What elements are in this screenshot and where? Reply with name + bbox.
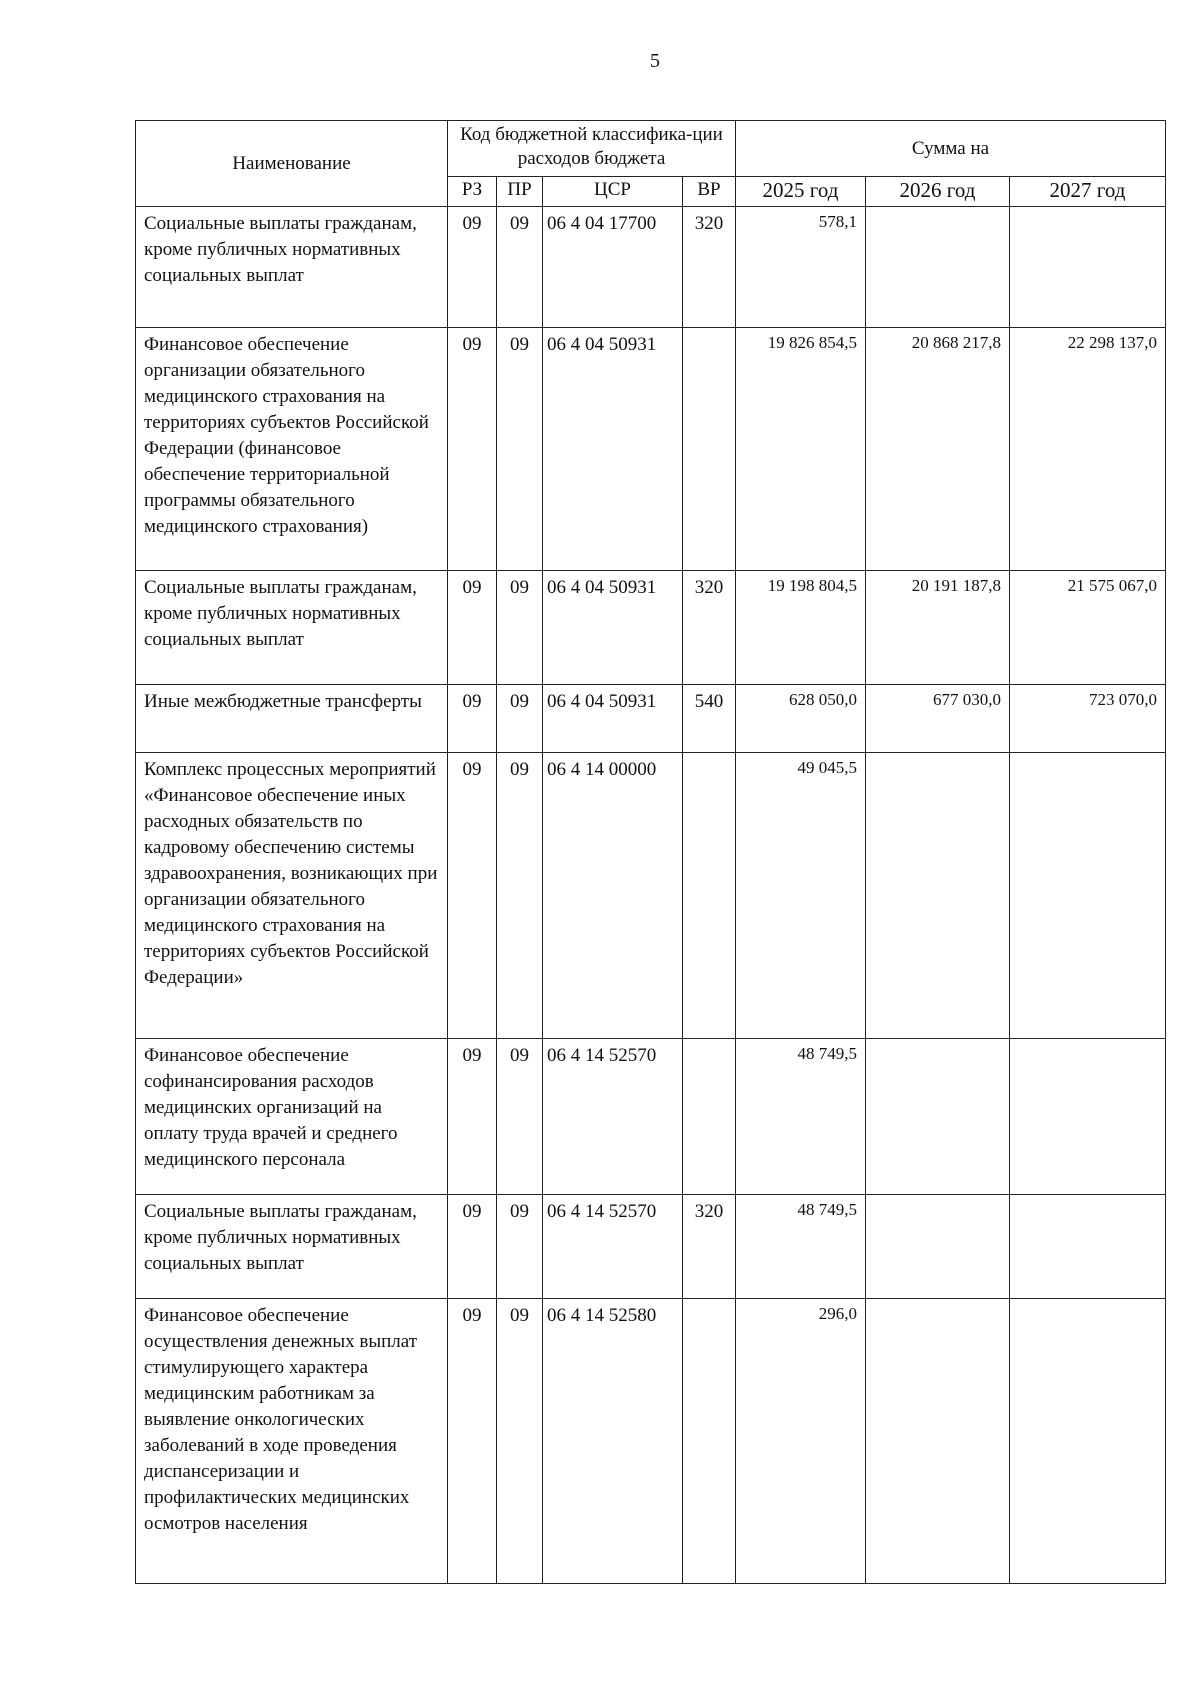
header-year-2025: 2025 год [736,177,866,207]
row-pr: 09 [497,685,543,753]
header-sum-group: Сумма на [736,121,1166,177]
row-name: Социальные выплаты гражданам, кроме публичных нормативных социальных выплат [136,571,448,685]
row-csr: 06 4 14 00000 [543,753,683,1039]
header-csr: ЦСР [543,177,683,207]
header-code-group: Код бюджетной классифика-ции расходов бюджета [448,121,736,177]
row-amount-2026 [866,1195,1010,1299]
row-amount-2025: 19 826 854,5 [736,328,866,571]
row-name: Социальные выплаты гражданам, кроме публичных нормативных социальных выплат [136,1195,448,1299]
row-csr: 06 4 04 50931 [543,571,683,685]
row-amount-2026: 20 868 217,8 [866,328,1010,571]
header-rz: РЗ [448,177,497,207]
row-pr: 09 [497,753,543,1039]
table-row [136,207,1166,328]
row-csr: 06 4 04 17700 [543,207,683,328]
row-rz: 09 [448,685,497,753]
row-vr [683,753,736,1039]
table-row [136,328,1166,571]
header-vr: ВР [683,177,736,207]
row-amount-2026: 20 191 187,8 [866,571,1010,685]
row-rz: 09 [448,1039,497,1195]
budget-table [135,120,1166,1584]
row-pr: 09 [497,328,543,571]
row-amount-2027: 22 298 137,0 [1010,328,1166,571]
row-vr: 320 [683,571,736,685]
table-row [136,1195,1166,1299]
table-header [136,121,1166,207]
page-number: 5 [650,50,660,72]
row-pr: 09 [497,1195,543,1299]
row-name: Иные межбюджетные трансферты [136,685,448,753]
row-vr [683,328,736,571]
row-rz: 09 [448,753,497,1039]
row-amount-2026 [866,1039,1010,1195]
row-vr [683,1299,736,1584]
header-pr: ПР [497,177,543,207]
header-year-2027: 2027 год [1010,177,1166,207]
row-csr: 06 4 04 50931 [543,685,683,753]
row-amount-2026 [866,1299,1010,1584]
table-row [136,1299,1166,1584]
table-row [136,1039,1166,1195]
row-rz: 09 [448,207,497,328]
row-amount-2027 [1010,207,1166,328]
row-pr: 09 [497,207,543,328]
row-amount-2025: 578,1 [736,207,866,328]
row-amount-2026 [866,753,1010,1039]
row-pr: 09 [497,571,543,685]
row-amount-2027 [1010,753,1166,1039]
row-amount-2025: 48 749,5 [736,1039,866,1195]
row-amount-2025: 296,0 [736,1299,866,1584]
row-pr: 09 [497,1039,543,1195]
table-body [136,207,1166,1584]
row-vr [683,1039,736,1195]
row-amount-2027 [1010,1195,1166,1299]
row-amount-2027: 723 070,0 [1010,685,1166,753]
row-pr: 09 [497,1299,543,1584]
table-row [136,685,1166,753]
row-name: Социальные выплаты гражданам, кроме публичных нормативных социальных выплат [136,207,448,328]
row-name: Финансовое обеспечение организации обязательного медицинского страхования на территориях субъектов Российской Федерации (финансовое обеспечение территориальной программы обязательного медицинского страхования) [136,328,448,571]
row-amount-2025: 48 749,5 [736,1195,866,1299]
row-amount-2026: 677 030,0 [866,685,1010,753]
row-vr: 320 [683,207,736,328]
row-amount-2025: 19 198 804,5 [736,571,866,685]
row-name: Комплекс процессных мероприятий «Финансовое обеспечение иных расходных обязательств по кадровому обеспечению системы здравоохранения, возникающих при организации обязательного медицинского страхования на территориях субъектов Российской Федерации» [136,753,448,1039]
header-name: Наименование [136,121,448,207]
row-vr: 540 [683,685,736,753]
row-csr: 06 4 04 50931 [543,328,683,571]
row-vr: 320 [683,1195,736,1299]
row-rz: 09 [448,571,497,685]
row-amount-2027 [1010,1299,1166,1584]
table-row [136,571,1166,685]
row-rz: 09 [448,328,497,571]
table-row [136,753,1166,1039]
row-amount-2027: 21 575 067,0 [1010,571,1166,685]
row-rz: 09 [448,1299,497,1584]
row-amount-2026 [866,207,1010,328]
row-name: Финансовое обеспечение осуществления денежных выплат стимулирующего характера медицинским работникам за выявление онкологических заболеваний в ходе проведения диспансеризации и профилактических медицинских осмотров населения [136,1299,448,1584]
row-csr: 06 4 14 52570 [543,1195,683,1299]
row-amount-2025: 49 045,5 [736,753,866,1039]
row-csr: 06 4 14 52570 [543,1039,683,1195]
row-amount-2025: 628 050,0 [736,685,866,753]
row-name: Финансовое обеспечение софинансирования расходов медицинских организаций на оплату труда врачей и среднего медицинского персонала [136,1039,448,1195]
row-csr: 06 4 14 52580 [543,1299,683,1584]
row-amount-2027 [1010,1039,1166,1195]
header-year-2026: 2026 год [866,177,1010,207]
row-rz: 09 [448,1195,497,1299]
